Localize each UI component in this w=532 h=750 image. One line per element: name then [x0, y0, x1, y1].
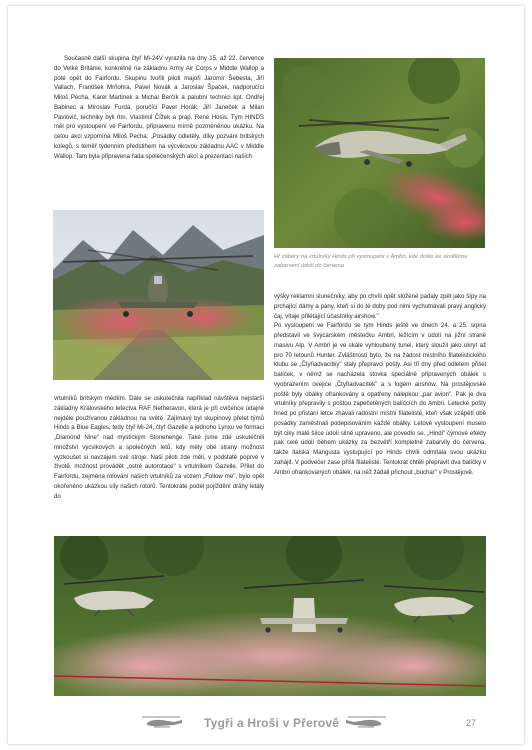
- helicopter-icon: [140, 714, 184, 735]
- page-footer: [8, 710, 524, 736]
- magazine-page: [8, 6, 524, 744]
- article-column-3: výšky reklamní slunečníky, aby po chvíli opět složené padaly zpět jako šípy na prchající dámy a pány, kteří si do té doby pod nimi vychutnávali pravý anglický čaj, vítaje přilétající účastníky airshow." Po vystoupení ve Fairfordu se tým Hinds ještě ve dnech 24. a 25. srpna představil ve švýcarském městečku Ambri, ležícím v údolí na jižní straně masivu Alp. V Ambri je ve skále vyhloubený tunel, který sloužil jako úkryt až pro 70 letounů Hunter. Zvláštností bylo, že na žádost místního filatelistického klubu se „Čtyřiadvacítky" staly přepravci pošty. Asi tři dny před odletem přišel balíček, v němž se nacházela stovka speciálně připravených obálek s vyobrazením ovejice „Čtyřiadvacítek" a s logem airshow. Na prostějovské poště byly obálky ofrankovány a opatřeny nálepkou „par avion". Pak je dva vrtulníky přepravily s poštou zapečetěných balíčcích do Ambri. Letecké pošty hned po přistání letce zhavali radostní místní filatelisté, kteří však vzápětí obě posádky zaměstnali podepisováním každé obálky. Letové vystoupení muselo být ciky malé šílce údolí silně upraveno, ale povedlo se. „Hindi" čýmové efekty pak celé údolí během ukázky za bezvětří kompletně zabarvily do červena, takže italská Mangusta vystupující po Hinds chvíli odmítala svou ukázku zahájit. V podvečer zase přišli filatelisté. Tentokrát chtěli přepravit dva balíčky v Ambri ofrankovaných obálek, na něž žádali přichout „buchar" v Prostějově.: [274, 293, 486, 476]
- photo-helicopter-formation: [54, 536, 486, 696]
- page-number: 27: [466, 718, 477, 728]
- helicopter-icon: [344, 714, 388, 735]
- article-column-1: Současně další skupina čtyř Mi-24V vyrazila na dny 15. až 22. července do Velké Británie, konkrétně na základnu Army Air Corps v Middle Wallop a poté opět do Fairfordu. Skupinu tvořili piloti majoři Jaromír Šebesta, Jiří Vallach, František Mrňohra, Pavel Novák a Jaroslav Špaček, nadporučíci Miloš Pecha, Karel Martinek a Michal Berčík a palubní technici kpt. Ondřej Babinec a Miroslav Furda, poručíci Pavel Horák, Jiří Janeček a Milan Pavlovič, techniky byli rtm. Vlastimil Čížek a prap. René Hosis. Tým HINDS měl pro vystoupení ve Fairfordu, připravenu mírně pozměněnou ukázku. Na celou akci vzpomíná Miloš Pecha: „Posádky odletěly, díky pozvání britských kolegů, s téměř týdenním předstihem na výcvikovou základnu AAC v Middle Wallop. Tam byla připravena řada společenských akcí a prezentací našich: [54, 55, 264, 160]
- photo-helicopter-mountain-valley: [53, 210, 264, 380]
- photo-caption: Hř záběry na vrtulníky Hinds při vystoupení v Ambri, kde došlo ke skvělému zabarvení údolí do červena: [274, 254, 468, 269]
- footer-title: Tygři a Hroši v Přerově: [204, 716, 340, 730]
- article-column-2: vrtulníků britským médiím. Dále se uskutečnila například návštěva nejstarší základny Královského letectva RAF Netheravon, která je při cvičence údajně nejdéle používanou základnou na světě. Zajímavý byl skupinový přelet týmů Hinds a Blue Eagles, tedy čtyř Mi-24, čtyř Gazelle a jednoho Lynxu ve formaci „Diamond Nine" nad mystickým Stonehenge. Také jsme zde uskutečnili množství výcvikových a společných letů, kdy měly obě strany možnost vyzkoušet si navzájem své stroje. Naši piloti zde měli, v podstatě poprvé v životě, možnost provádět „ostré autorotace" s vrtulníkem Gazelle. Přílet do Fairfordu, zejména rolování našich vrtulníků za vozem „Follow me", bylo opět okořeněno ukázkou síly našich rotorů. Tentokráte podél pojíždění dráhy letály do: [54, 395, 264, 500]
- photo-helicopter-over-forest: [274, 58, 485, 248]
